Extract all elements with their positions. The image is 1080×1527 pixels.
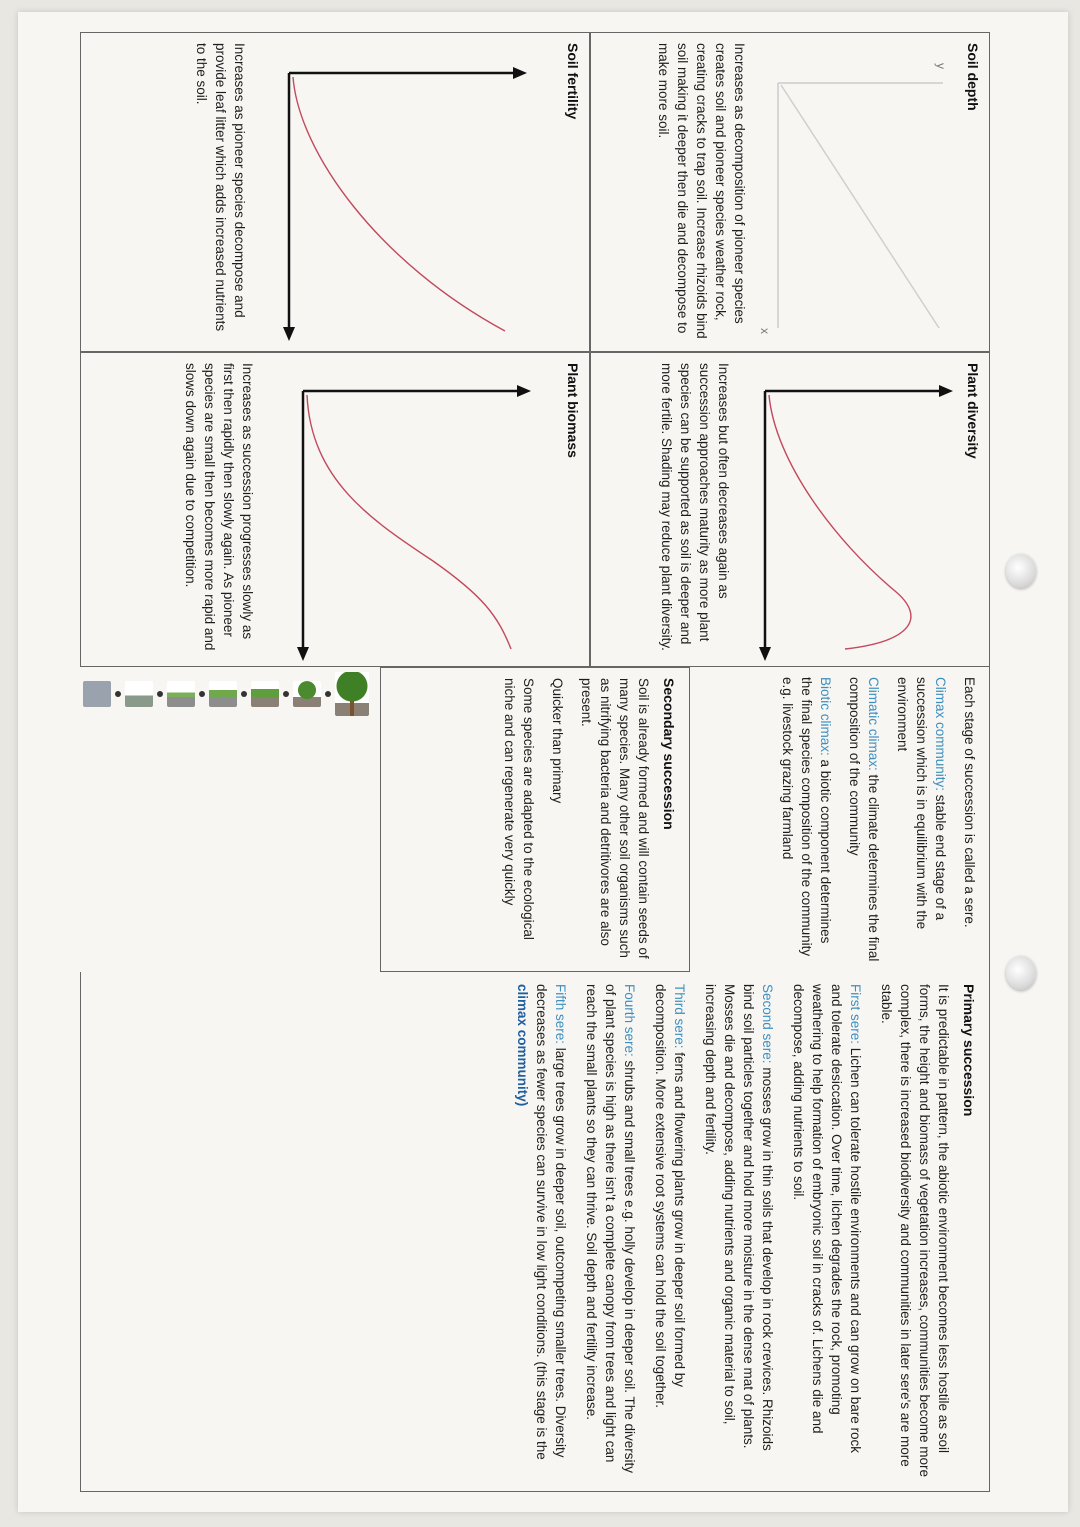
soil-depth-graph — [753, 43, 953, 343]
notes-sheet — [18, 12, 1068, 1512]
second-sere-label: Second sere: — [760, 984, 775, 1064]
secondary-succession-p1: Soil is already formed and will contain seeds of many species. Many other soil organisms such as nitrifying bacteria and detritivores are also present. — [579, 678, 651, 959]
fourth-sere — [582, 984, 639, 1479]
climax-community-term: Climax community: — [933, 677, 948, 792]
climatic-climax-text: the climate determines the final composition of the community — [847, 677, 881, 962]
primary-intro: It is predictable in pattern, the abiotic environment becomes less hostile as soil forms, the height and biomass of vegetation increases, communities become more complex, there is increased biodiversity and communities in later sere's are more stable. — [879, 984, 951, 1477]
plant-diversity-panel — [590, 352, 990, 667]
fern-stage-icon — [209, 681, 237, 707]
rotated-page — [18, 12, 1068, 1512]
soil-depth-line — [781, 85, 939, 328]
punch-hole-bottom — [1006, 956, 1036, 990]
climatic-climax-definition — [845, 677, 883, 962]
plant-biomass-curve — [307, 395, 511, 649]
biotic-climax-definition — [778, 677, 835, 962]
third-sere — [651, 984, 689, 1479]
fourth-sere-text: shrubs and small trees e.g. holly develop in deeper soil. The diversity of plant species is high as there isn't a complete canopy from trees and light can reach the small plants so they can thrive. Soil depth and fertility increase. — [584, 984, 637, 1474]
primary-succession-title: Primary succession — [961, 984, 977, 1117]
soil-fertility-panel — [80, 32, 590, 352]
plant-diversity-description: Increases but often decreases again as succession approaches maturity as more plant species can be supported as soil is deeper and more fertile. Shading may reduce plant diversity. — [659, 363, 731, 651]
soil-depth-panel — [590, 32, 990, 352]
plant-diversity-title: Plant diversity — [965, 363, 981, 459]
fifth-sere — [513, 984, 570, 1479]
secondary-succession-panel — [380, 667, 690, 972]
definitions-panel — [690, 667, 990, 972]
grass-stage-icon — [251, 681, 279, 707]
fifth-sere-label: Fifth sere: — [553, 984, 568, 1045]
sere-definition: Each stage of succession is called a sere. — [962, 677, 977, 928]
second-sere-text: mosses grow in thin soils that develop in rock crevices. Rhizoids bind soil particles together and hold more moisture in the dense mat of plants. Mosses die and decompose, adding nutrients and organic material to soil, increasing depth and fertility. — [703, 984, 775, 1451]
first-sere-text: Lichen can tolerate hostile environments and can grow on bare rock and tolerate desiccation. Over time, lichen degrades the rock, promoting weathering to help formation of embryonic soil in cracks of. Lichens die and decompose, adding nutrients to soil. — [791, 984, 863, 1454]
bare-rock-icon — [83, 681, 111, 707]
secondary-succession-title: Secondary succession — [661, 678, 677, 830]
tree-stage-icon — [335, 672, 369, 716]
fifth-sere-text: large trees grow in deeper soil, outcompeting smaller trees. Diversity decreases as fewer species can survive in low light conditions. (this stage is the — [534, 984, 568, 1460]
punch-hole-top — [1006, 554, 1036, 588]
biotic-climax-text: a biotic component determines the final species composition of the community e.g. livestock grazing farmland — [780, 677, 833, 957]
secondary-succession-p3: Some species are adapted to the ecological niche and can regenerate very quickly — [502, 678, 536, 940]
plant-diversity-curve — [769, 395, 911, 649]
climax-community-text: stable end stage of a succession which is in equilibrium with the environment — [895, 677, 948, 930]
soil-fertility-curve — [293, 77, 505, 331]
soil-depth-title: Soil depth — [965, 43, 981, 111]
primary-succession-panel — [80, 972, 990, 1492]
first-sere-label: First sere: — [848, 984, 863, 1045]
soil-fertility-title: Soil fertility — [565, 43, 581, 120]
shrub-stage-icon — [293, 681, 321, 707]
fifth-sere-climax: climax community) — [515, 984, 530, 1107]
third-sere-text: ferns and flowering plants grow in deeper soil formed by decomposition. More extensive root systems can hold the soil together. — [653, 984, 687, 1408]
soil-depth-description: Increases as decomposition of pioneer species creates soil and pioneer species weather rock, creating cracks to trap soil. Increase rhizoids bind soil making it deeper then die and decompose to make more soil. — [656, 43, 747, 339]
plant-biomass-description: Increases as succession progresses slowly as first then rapidly then slowly again. As pioneer species are small then becomes more rapid and slows down again due to competition. — [183, 363, 255, 651]
first-sere — [789, 984, 865, 1479]
plant-biomass-title: Plant biomass — [565, 363, 581, 458]
lichen-stage-icon — [125, 681, 153, 707]
fourth-sere-label: Fourth sere: — [622, 984, 637, 1057]
succession-sequence-illustration — [83, 672, 369, 716]
climatic-climax-term: Climatic climax: — [866, 677, 881, 771]
moss-stage-icon — [167, 681, 195, 707]
soil-depth-x-label: x — [758, 328, 772, 334]
soil-depth-y-label: y — [934, 63, 948, 69]
plant-biomass-graph — [283, 361, 533, 661]
plant-diversity-graph — [745, 361, 955, 661]
secondary-succession-p2: Quicker than primary — [550, 678, 565, 804]
biotic-climax-term: Biotic climax: — [818, 677, 833, 756]
climax-community-definition — [893, 677, 950, 962]
soil-fertility-graph — [269, 43, 529, 343]
second-sere — [701, 984, 777, 1479]
soil-fertility-description: Increases as pioneer species decompose and provide leaf litter which adds increased nutrients to the soil. — [194, 43, 247, 332]
plant-biomass-panel — [80, 352, 590, 667]
third-sere-label: Third sere: — [672, 984, 687, 1049]
